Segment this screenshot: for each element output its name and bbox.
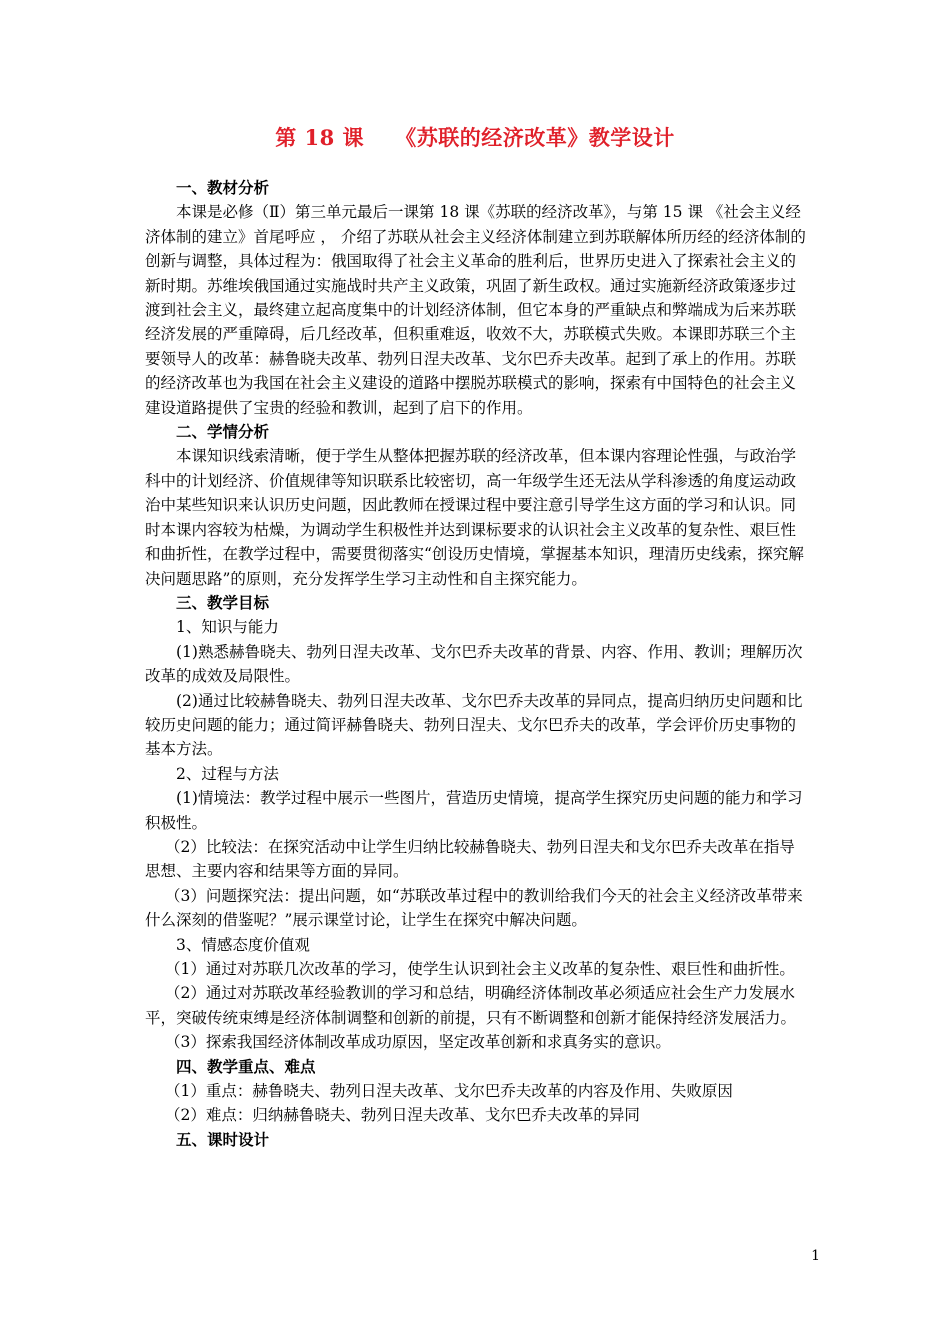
list-item: （3）探索我国经济体制改革成功原因，坚定改革创新和求真务实的意识。 <box>165 1033 671 1052</box>
list-item: （2）比较法：在探究活动中让学生归纳比较赫鲁晓夫、勃列日涅夫和戈尔巴乔夫改革在指导思想、主要内容和结果等方面的异同。 <box>145 837 795 881</box>
document-title: 第 18 课 《苏联的经济改革》教学设计 <box>275 125 675 150</box>
list-item: (1)熟悉赫鲁晓夫、勃列日涅夫改革、戈尔巴乔夫改革的背景、内容、作用、教训；理解历次改革的成效及局限性。 <box>145 642 803 686</box>
list-item: （2）通过对苏联改革经验教训的学习和总结，明确经济体制改革必须适应社会生产力发展水平，突破传统束缚是经济体制调整和创新的前提，只有不断调整和创新才能保持经济发展活力。 <box>145 984 797 1027</box>
subheading-process-method: 2、过程与方法 <box>176 764 279 783</box>
paragraph-student-analysis: 本课知识线索清晰，便于学生从整体把握苏联的经济改革，但本课内容理论性强，与政治学科中的计划经济、价值规律等知识联系比较密切，高一年级学生还无法从学科渗透的角度运动政治中某些知识来认识历史问题，因此教师在授课过程中要注意引导学生这方面的学习和认识。同时本课内容较为枯燥，为调动学生积极性并达到课标要求的认识社会主义改革的复杂性、艰巨性和曲折性，在教学过程中，需要贯彻落实“创设历史情境，掌握基本知识，理清历史线索，探究解决问题思路”的原则，充分发挥学生学习主动性和自主探究能力。 <box>145 447 804 588</box>
list-item: （2）难点：归纳赫鲁晓夫、勃列日涅夫改革、戈尔巴乔夫改革的异同 <box>165 1106 640 1125</box>
paragraph-textbook-analysis: 本课是必修（Ⅱ）第三单元最后一课第 18 课《苏联的经济改革》，与第 15 课 《社会主义经济体制的建立》首尾呼应 ， 介绍了苏联从社会主义经济体制建立到苏联解体所历经的经济体制的创新与调整，具体过程为：俄国取得了社会主义革命的胜利后，世界历史进入了探索社会主义的新时期。苏维埃俄国通过实施战时共产主义政策，巩固了新生政权。通过实施新经济政策逐步过渡到社会主义，最终建立起高度集中的计划经济体制，但它本身的严重缺点和弊端成为后来苏联经济发展的严重障碍，后几经改革，但积重难返，收效不大，苏联模式失败。本课即苏联三个主要领导人的改革：赫鲁晓夫改革、勃列日涅夫改革、戈尔巴乔夫改革。起到了承上的作用。苏联的经济改革也为我国在社会主义建设的道路中摆脱苏联模式的影响，探索有中国特色的社会主义建设道路提供了宝贵的经验和教训，起到了启下的作用。 <box>145 203 806 417</box>
subheading-emotion-values: 3、情感态度价值观 <box>176 935 310 954</box>
page-number: 1 <box>811 1248 820 1264</box>
section-heading-textbook-analysis: 一、教材分析 <box>176 178 270 197</box>
list-item: （1）通过对苏联几次改革的学习，使学生认识到社会主义改革的复杂性、艰巨性和曲折性。 <box>165 960 795 978</box>
document-body <box>145 176 810 1152</box>
section-heading-teaching-objectives: 三、教学目标 <box>176 592 270 612</box>
list-item: （3）问题探究法：提出问题，如“苏联改革过程中的教训给我们今天的社会主义经济改革带来什么深刻的借鉴呢？”展示课堂讨论，让学生在探究中解决问题。 <box>145 886 803 930</box>
subheading-knowledge-ability: 1、知识与能力 <box>176 618 279 637</box>
section-heading-key-points: 四、教学重点、难点 <box>176 1056 316 1076</box>
section-heading-lesson-design: 五、课时设计 <box>176 1129 270 1149</box>
section-heading-student-analysis: 二、学情分析 <box>176 422 270 442</box>
list-item: (2)通过比较赫鲁晓夫、勃列日涅夫改革、戈尔巴乔夫改革的异同点，提高归纳历史问题和比较历史问题的能力；通过简评赫鲁晓夫、勃列日涅夫、戈尔巴乔夫的改革，学会评价历史事物的基本方法。 <box>145 691 803 759</box>
list-item: （1）重点：赫鲁晓夫、勃列日涅夫改革、戈尔巴乔夫改革的内容及作用、失败原因 <box>165 1082 733 1101</box>
list-item: (1)情境法：教学过程中展示一些图片，营造历史情境，提高学生探究历史问题的能力和学习积极性。 <box>145 789 803 832</box>
